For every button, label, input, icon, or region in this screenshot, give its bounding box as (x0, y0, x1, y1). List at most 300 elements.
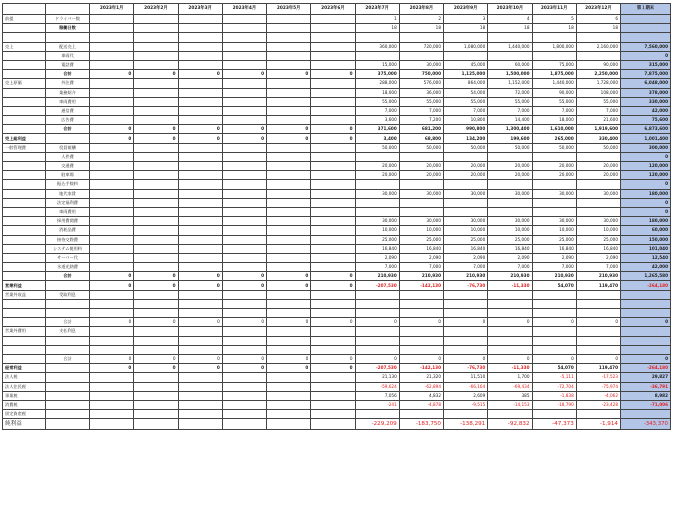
month-value-cell (222, 207, 266, 216)
month-value-cell (488, 336, 532, 345)
month-value-cell: 990,800 (444, 125, 488, 134)
month-value-cell (90, 42, 134, 51)
month-value-cell: 68,800 (399, 134, 443, 143)
month-value-cell: -59,624 (355, 382, 399, 391)
month-value-cell: 0 (134, 318, 178, 327)
month-value-cell (267, 235, 311, 244)
period-total-cell: 0 (621, 51, 671, 60)
row-item-cell (46, 299, 90, 308)
month-value-cell: 30,000 (576, 217, 620, 226)
month-value-cell: 2 (399, 15, 443, 24)
month-value-cell (311, 171, 355, 180)
month-value-cell: 1,152,000 (488, 79, 532, 88)
month-value-cell: 0 (355, 354, 399, 363)
month-value-cell: 4 (488, 15, 532, 24)
month-value-cell (134, 180, 178, 189)
month-value-cell (267, 244, 311, 253)
month-value-cell: 20,000 (532, 162, 576, 171)
month-value-cell (311, 327, 355, 336)
month-value-cell: 30,000 (399, 60, 443, 69)
month-value-cell (90, 143, 134, 152)
month-value-cell: 54,000 (444, 88, 488, 97)
month-value-cell (488, 180, 532, 189)
table-row (3, 189, 671, 198)
month-value-cell (222, 345, 266, 354)
month-value-cell (488, 410, 532, 419)
month-value-cell (222, 373, 266, 382)
month-value-cell: 90,000 (532, 88, 576, 97)
month-value-cell: 0 (90, 364, 134, 373)
row-item-cell: 振込手数料 (46, 180, 90, 189)
row-item-cell: 法定福利費 (46, 198, 90, 207)
month-value-cell (178, 217, 222, 226)
row-category-cell (3, 171, 46, 180)
header-corner-cell (3, 4, 46, 15)
month-value-cell: 50,000 (532, 143, 576, 152)
month-value-cell: 10,800 (444, 116, 488, 125)
table-row (3, 134, 671, 143)
period-total-cell: 60,000 (621, 226, 671, 235)
month-value-cell: -76,730 (444, 281, 488, 290)
month-value-cell (90, 373, 134, 382)
row-item-cell: 配送売上 (46, 42, 90, 51)
month-value-cell (90, 299, 134, 308)
month-value-cell (90, 88, 134, 97)
month-value-cell (444, 33, 488, 42)
month-value-cell (444, 290, 488, 299)
row-category-cell (3, 24, 46, 33)
month-value-cell (267, 253, 311, 262)
month-value-cell: 30,000 (576, 189, 620, 198)
row-item-cell (46, 364, 90, 373)
month-value-cell: 7,200 (399, 116, 443, 125)
month-value-cell: 30,000 (488, 217, 532, 226)
month-value-cell: -138,291 (444, 419, 488, 430)
month-value-cell (355, 51, 399, 60)
month-value-cell: 2,090 (576, 253, 620, 262)
month-value-cell (267, 15, 311, 24)
table-row (3, 410, 671, 419)
month-value-cell: 18,000 (355, 88, 399, 97)
month-value-cell (355, 410, 399, 419)
row-item-cell: 車両費用 (46, 97, 90, 106)
month-value-cell (311, 309, 355, 318)
month-value-cell: 20,000 (576, 162, 620, 171)
month-value-cell: 0 (90, 354, 134, 363)
month-value-cell (222, 299, 266, 308)
month-value-cell: 21,130 (355, 373, 399, 382)
month-value-cell: 0 (267, 354, 311, 363)
month-value-cell: -207,530 (355, 364, 399, 373)
period-total-cell (621, 33, 671, 42)
month-value-cell (399, 207, 443, 216)
month-value-cell: 54,070 (532, 281, 576, 290)
period-total-cell (621, 336, 671, 345)
month-value-cell (311, 116, 355, 125)
month-value-cell (178, 97, 222, 106)
month-value-cell (90, 253, 134, 262)
month-value-cell (222, 253, 266, 262)
month-value-cell: 50,000 (355, 143, 399, 152)
table-row (3, 419, 671, 430)
table-row (3, 309, 671, 318)
month-value-cell (134, 263, 178, 272)
month-value-cell (576, 410, 620, 419)
month-value-cell: -76,730 (444, 364, 488, 373)
period-total-cell (621, 345, 671, 354)
month-value-cell (267, 391, 311, 400)
month-value-cell (267, 309, 311, 318)
month-value-cell: 18 (488, 24, 532, 33)
month-value-cell (311, 299, 355, 308)
month-value-cell: 10,000 (355, 226, 399, 235)
month-value-cell (90, 24, 134, 33)
row-item-cell: 採用費関費 (46, 217, 90, 226)
row-item-cell (46, 400, 90, 409)
month-value-cell: -18,790 (532, 400, 576, 409)
month-value-cell: 18,000 (532, 116, 576, 125)
month-value-cell (444, 207, 488, 216)
table-row (3, 180, 671, 189)
table-row (3, 272, 671, 281)
table-row (3, 290, 671, 299)
row-category-cell (3, 97, 46, 106)
month-value-cell (267, 290, 311, 299)
month-value-cell: 0 (90, 70, 134, 79)
month-value-cell (311, 253, 355, 262)
month-value-cell: 0 (178, 272, 222, 281)
month-value-cell (399, 51, 443, 60)
month-value-cell: -241 (355, 400, 399, 409)
row-category-cell (3, 70, 46, 79)
month-value-cell (178, 410, 222, 419)
period-total-cell: 7,875,000 (621, 70, 671, 79)
period-total-cell: 29,827 (621, 373, 671, 382)
month-value-cell: 0 (267, 70, 311, 79)
month-value-cell: 6 (576, 15, 620, 24)
month-value-cell: 210,930 (444, 272, 488, 281)
month-value-cell (532, 345, 576, 354)
header-month-cell: 2023年7月 (355, 4, 399, 15)
month-value-cell (576, 345, 620, 354)
period-total-cell: 101,040 (621, 244, 671, 253)
month-value-cell (134, 299, 178, 308)
month-value-cell (90, 152, 134, 161)
month-value-cell (134, 217, 178, 226)
month-value-cell: 50,000 (399, 143, 443, 152)
row-item-cell: 合計 (46, 354, 90, 363)
month-value-cell (267, 162, 311, 171)
row-item-cell: 合計 (46, 125, 90, 134)
table-row (3, 33, 671, 42)
period-total-cell (621, 299, 671, 308)
month-value-cell (444, 309, 488, 318)
month-value-cell (90, 419, 134, 430)
month-value-cell: 0 (311, 70, 355, 79)
month-value-cell: -11,330 (488, 364, 532, 373)
month-value-cell: 210,930 (488, 272, 532, 281)
month-value-cell (178, 345, 222, 354)
month-value-cell (222, 152, 266, 161)
header-month-cell: 2023年6月 (311, 4, 355, 15)
month-value-cell: 16,840 (488, 244, 532, 253)
table-row (3, 345, 671, 354)
month-value-cell: 210,930 (576, 272, 620, 281)
month-value-cell (222, 198, 266, 207)
table-row (3, 51, 671, 60)
month-value-cell (311, 336, 355, 345)
month-value-cell (90, 327, 134, 336)
month-value-cell: 18 (576, 24, 620, 33)
month-value-cell (488, 33, 532, 42)
row-category-cell (3, 180, 46, 189)
month-value-cell (134, 345, 178, 354)
month-value-cell (532, 336, 576, 345)
month-value-cell (444, 336, 488, 345)
period-total-cell: -343,370 (621, 419, 671, 430)
month-value-cell (90, 15, 134, 24)
month-value-cell: 1 (355, 15, 399, 24)
row-category-cell: 一般管理費 (3, 143, 46, 152)
month-value-cell: 0 (311, 125, 355, 134)
month-value-cell: 0 (532, 318, 576, 327)
table-row (3, 354, 671, 363)
row-item-cell: 広告費 (46, 116, 90, 125)
month-value-cell (267, 79, 311, 88)
month-value-cell (222, 419, 266, 430)
month-value-cell (222, 400, 266, 409)
row-item-cell (46, 336, 90, 345)
period-total-cell: 1,265,580 (621, 272, 671, 281)
month-value-cell (311, 24, 355, 33)
month-value-cell (311, 198, 355, 207)
row-item-cell (46, 309, 90, 318)
month-value-cell: -23,428 (576, 400, 620, 409)
row-category-cell: 法人税 (3, 373, 46, 382)
month-value-cell (311, 162, 355, 171)
header-month-cell: 2023年2月 (134, 4, 178, 15)
month-value-cell: 0 (90, 272, 134, 281)
month-value-cell (399, 180, 443, 189)
month-value-cell (311, 33, 355, 42)
month-value-cell (178, 244, 222, 253)
month-value-cell: 0 (532, 354, 576, 363)
month-value-cell: 0 (311, 318, 355, 327)
month-value-cell (311, 217, 355, 226)
month-value-cell (134, 189, 178, 198)
month-value-cell (355, 198, 399, 207)
month-value-cell (488, 198, 532, 207)
month-value-cell (488, 327, 532, 336)
month-value-cell (311, 373, 355, 382)
month-value-cell: 0 (178, 70, 222, 79)
period-total-cell: 0 (621, 198, 671, 207)
month-value-cell (90, 382, 134, 391)
month-value-cell (311, 180, 355, 189)
table-row (3, 15, 671, 24)
month-value-cell: 3,400 (355, 134, 399, 143)
month-value-cell (222, 88, 266, 97)
month-value-cell: 0 (178, 354, 222, 363)
table-row (3, 364, 671, 373)
row-item-cell: 車両代 (46, 51, 90, 60)
month-value-cell: 0 (134, 125, 178, 134)
month-value-cell (267, 171, 311, 180)
row-category-cell (3, 336, 46, 345)
month-value-cell: 1,500,000 (488, 70, 532, 79)
month-value-cell: 3,600 (355, 116, 399, 125)
month-value-cell: 25,000 (399, 235, 443, 244)
month-value-cell (134, 171, 178, 180)
month-value-cell (399, 152, 443, 161)
month-value-cell (134, 162, 178, 171)
month-value-cell (311, 345, 355, 354)
month-value-cell (267, 382, 311, 391)
row-category-cell (3, 189, 46, 198)
month-value-cell (267, 51, 311, 60)
month-value-cell (576, 207, 620, 216)
month-value-cell: 55,000 (355, 97, 399, 106)
month-value-cell (178, 88, 222, 97)
header-month-cell: 2023年1月 (90, 4, 134, 15)
month-value-cell: 864,000 (444, 79, 488, 88)
row-item-cell: 外注費 (46, 79, 90, 88)
month-value-cell: 0 (90, 318, 134, 327)
table-row (3, 60, 671, 69)
month-value-cell: 0 (311, 272, 355, 281)
month-value-cell (355, 299, 399, 308)
month-value-cell (134, 400, 178, 409)
month-value-cell (178, 290, 222, 299)
month-value-cell (576, 327, 620, 336)
month-value-cell (311, 15, 355, 24)
month-value-cell (222, 33, 266, 42)
month-value-cell: 210,930 (355, 272, 399, 281)
period-total-cell: 0 (621, 152, 671, 161)
month-value-cell (488, 152, 532, 161)
period-total-cell: -264,180 (621, 364, 671, 373)
month-value-cell: 30,000 (399, 217, 443, 226)
month-value-cell (267, 207, 311, 216)
month-value-cell: 10,000 (444, 226, 488, 235)
month-value-cell: 0 (90, 125, 134, 134)
month-value-cell (134, 15, 178, 24)
period-total-cell: 42,000 (621, 263, 671, 272)
month-value-cell: 0 (576, 354, 620, 363)
month-value-cell (134, 290, 178, 299)
month-value-cell: 30,000 (355, 189, 399, 198)
row-category-cell (3, 354, 46, 363)
row-item-cell: 支払利息 (46, 327, 90, 336)
month-value-cell (134, 88, 178, 97)
month-value-cell: 1,440,000 (532, 79, 576, 88)
month-value-cell: 0 (178, 281, 222, 290)
month-value-cell: 0 (222, 364, 266, 373)
month-value-cell (311, 290, 355, 299)
period-total-cell: -264,180 (621, 281, 671, 290)
row-item-cell: 人件費 (46, 152, 90, 161)
month-value-cell (134, 33, 178, 42)
month-value-cell (90, 235, 134, 244)
period-total-cell: 1,001,400 (621, 134, 671, 143)
month-value-cell (90, 79, 134, 88)
month-value-cell: 1,610,000 (532, 125, 576, 134)
month-value-cell (222, 410, 266, 419)
month-value-cell: -14,153 (488, 400, 532, 409)
table-row (3, 198, 671, 207)
month-value-cell (267, 116, 311, 125)
month-value-cell (178, 263, 222, 272)
month-value-cell: 330,400 (576, 134, 620, 143)
period-total-cell: 378,000 (621, 88, 671, 97)
header-month-cell: 2023年5月 (267, 4, 311, 15)
month-value-cell (178, 15, 222, 24)
month-value-cell (576, 51, 620, 60)
month-value-cell (576, 299, 620, 308)
month-value-cell (90, 106, 134, 115)
month-value-cell (222, 382, 266, 391)
month-value-cell: 18 (355, 24, 399, 33)
month-value-cell: 7,000 (576, 263, 620, 272)
row-category-cell: 事業税 (3, 391, 46, 400)
month-value-cell: 50,000 (576, 143, 620, 152)
month-value-cell: 371,600 (355, 125, 399, 134)
table-row (3, 263, 671, 272)
month-value-cell (267, 226, 311, 235)
month-value-cell (355, 207, 399, 216)
row-item-cell (46, 382, 90, 391)
month-value-cell (178, 171, 222, 180)
month-value-cell (178, 116, 222, 125)
month-value-cell (90, 180, 134, 189)
period-total-cell (621, 15, 671, 24)
month-value-cell: 16,840 (355, 244, 399, 253)
month-value-cell (267, 410, 311, 419)
month-value-cell (90, 391, 134, 400)
month-value-cell (532, 410, 576, 419)
month-value-cell: 375,000 (355, 70, 399, 79)
month-value-cell (444, 410, 488, 419)
period-total-cell: -36,791 (621, 382, 671, 391)
month-value-cell: 2,160,000 (576, 42, 620, 51)
month-value-cell: 30,000 (444, 189, 488, 198)
row-category-cell (3, 152, 46, 161)
month-value-cell (399, 33, 443, 42)
month-value-cell (355, 336, 399, 345)
month-value-cell (134, 235, 178, 244)
month-value-cell (222, 263, 266, 272)
month-value-cell (488, 309, 532, 318)
month-value-cell (178, 51, 222, 60)
month-value-cell (399, 345, 443, 354)
month-value-cell: 20,000 (488, 162, 532, 171)
month-value-cell (222, 226, 266, 235)
table-row (3, 70, 671, 79)
month-value-cell (576, 180, 620, 189)
month-value-cell (222, 15, 266, 24)
month-value-cell (90, 309, 134, 318)
month-value-cell: 10,000 (576, 226, 620, 235)
month-value-cell (178, 189, 222, 198)
row-item-cell: 水道光熱費 (46, 263, 90, 272)
month-value-cell (178, 180, 222, 189)
month-value-cell (178, 226, 222, 235)
month-value-cell: 0 (311, 134, 355, 143)
period-total-cell: 120,000 (621, 162, 671, 171)
month-value-cell (267, 106, 311, 115)
month-value-cell (178, 299, 222, 308)
header-month-cell: 2023年3月 (178, 4, 222, 15)
